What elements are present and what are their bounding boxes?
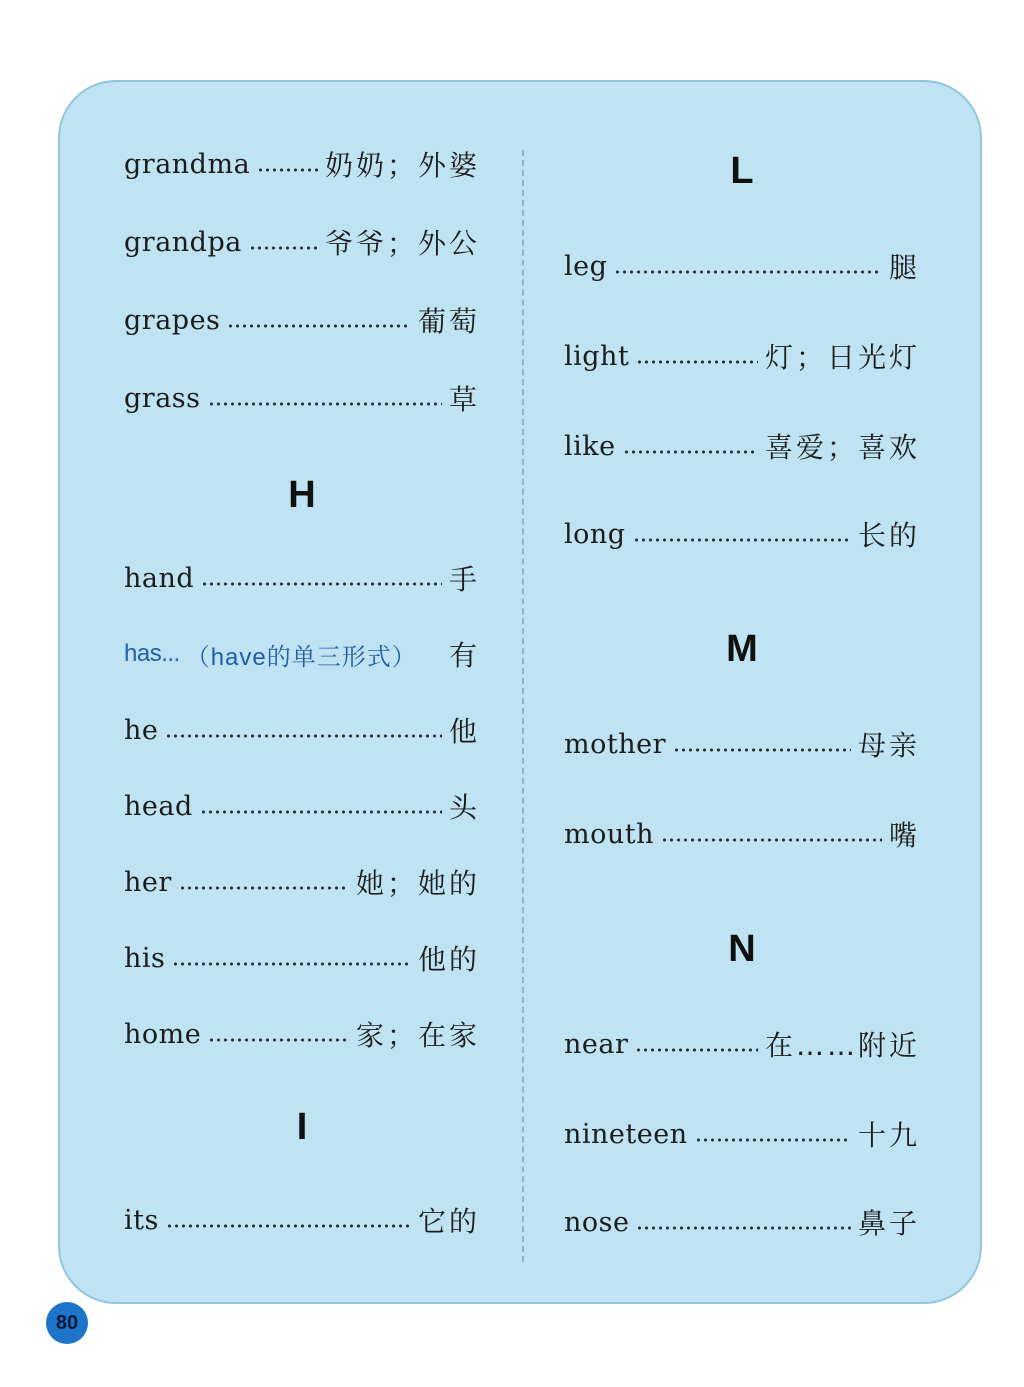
leader-dots — [166, 1221, 411, 1231]
entry-word: near — [564, 1028, 629, 1060]
entry-word: its — [124, 1204, 159, 1236]
leader-dots — [249, 243, 318, 253]
vocab-entry — [564, 424, 920, 468]
entry-meaning: 灯；日光灯 — [764, 341, 920, 374]
entry-word: grandpa — [124, 226, 242, 258]
entry-word: light — [564, 340, 630, 372]
vocab-entry — [124, 708, 480, 752]
vocab-entry — [124, 142, 480, 186]
entry-meaning: 他 — [448, 715, 480, 748]
vocab-entry — [564, 244, 920, 288]
leader-dots — [635, 1045, 758, 1055]
leader-dots — [200, 807, 442, 817]
vocab-entry — [564, 1112, 920, 1156]
leader-dots — [227, 321, 411, 331]
leader-dots — [165, 731, 442, 741]
leader-dots — [201, 579, 442, 589]
leader-dots — [673, 745, 851, 755]
entry-meaning: 母亲 — [857, 729, 920, 762]
entry-word: grandma — [124, 148, 251, 180]
entry-word: has... — [124, 640, 180, 667]
entry-word: home — [124, 1018, 202, 1050]
section-letter-l: L — [730, 150, 754, 192]
vocab-entry — [124, 556, 480, 600]
section-letter-m: M — [726, 628, 758, 670]
leader-dots — [257, 165, 318, 175]
vocab-entry — [124, 1012, 480, 1056]
vocab-entry — [564, 1022, 920, 1066]
entry-word: his — [124, 942, 166, 974]
vocab-entry — [124, 936, 480, 980]
vocab-entry — [124, 860, 480, 904]
entry-word: he — [124, 714, 159, 746]
entry-word: nineteen — [564, 1118, 688, 1150]
leader-dots — [172, 959, 411, 969]
page-number-badge: 80 — [46, 1302, 88, 1344]
entry-meaning: 爷爷；外公 — [324, 227, 480, 260]
entry-word: head — [124, 790, 193, 822]
entry-meaning: 长的 — [857, 519, 920, 552]
leader-dots — [208, 399, 442, 409]
entry-word: like — [564, 430, 616, 462]
leader-dots — [208, 1035, 349, 1045]
vocab-entry — [564, 812, 920, 856]
leader-dots — [695, 1135, 851, 1145]
entry-meaning: 有 — [448, 639, 480, 672]
vocab-entry — [564, 722, 920, 766]
entry-meaning: 头 — [448, 791, 480, 824]
entry-word: her — [124, 866, 172, 898]
column-divider — [522, 150, 524, 1262]
entry-meaning: 葡萄 — [417, 305, 480, 338]
entry-word: nose — [564, 1206, 630, 1238]
entry-meaning: 喜爱；喜欢 — [764, 431, 920, 464]
vocab-entry — [564, 334, 920, 378]
vocab-entry — [124, 298, 480, 342]
leader-dots — [623, 447, 758, 457]
entry-meaning: 鼻子 — [857, 1207, 920, 1240]
entry-meaning: 在……附近 — [764, 1029, 920, 1062]
vocab-entry — [124, 220, 480, 264]
section-letter-h: H — [288, 474, 316, 516]
leader-dots — [633, 535, 851, 545]
leader-dots — [614, 267, 882, 277]
leader-dots — [179, 883, 349, 893]
leader-dots — [636, 357, 758, 367]
vocabulary-panel — [58, 80, 982, 1304]
entry-note: （have的单三形式） — [185, 643, 417, 671]
entry-meaning: 嘴 — [888, 819, 920, 852]
vocab-entry — [564, 1200, 920, 1244]
vocab-entry — [124, 376, 480, 420]
entry-word: grass — [124, 382, 201, 414]
entry-meaning: 草 — [448, 383, 480, 416]
entry-meaning: 他的 — [417, 943, 480, 976]
entry-meaning: 她；她的 — [355, 867, 480, 900]
section-letter-n: N — [728, 928, 756, 970]
entry-word: mouth — [564, 818, 654, 850]
vocab-entry — [124, 1198, 480, 1242]
entry-word: grapes — [124, 304, 221, 336]
entry-word: hand — [124, 562, 195, 594]
entry-meaning: 它的 — [417, 1205, 480, 1238]
section-letter-i: I — [296, 1106, 308, 1148]
vocab-entry — [564, 512, 920, 556]
vocab-entry — [124, 784, 480, 828]
entry-word: leg — [564, 250, 608, 282]
entry-meaning: 腿 — [888, 251, 920, 284]
entry-meaning: 十九 — [857, 1119, 920, 1152]
entry-meaning: 家；在家 — [355, 1019, 480, 1052]
leader-dots — [636, 1223, 851, 1233]
entry-word: mother — [564, 728, 666, 760]
vocab-entry-note — [124, 632, 480, 676]
entry-meaning: 手 — [448, 563, 480, 596]
leader-dots — [661, 835, 882, 845]
entry-meaning: 奶奶；外婆 — [324, 149, 480, 182]
entry-word: long — [564, 518, 626, 550]
